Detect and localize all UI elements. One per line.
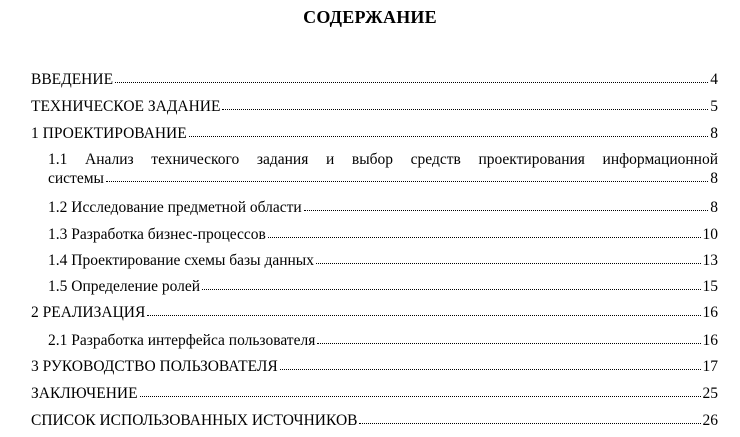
toc-entry-label: 3 РУКОВОДСТВО ПОЛЬЗОВАТЕЛЯ [31, 358, 278, 375]
dot-leader [115, 70, 708, 84]
toc-entry-label: 1 ПРОЕКТИРОВАНИЕ [31, 125, 187, 142]
dot-leader [316, 251, 701, 265]
toc-entry-label: ЗАКЛЮЧЕНИЕ [31, 385, 138, 402]
toc-page-number: 16 [702, 304, 718, 321]
toc-entry-label: 1.4 Проектирование схемы базы данных [48, 252, 314, 269]
toc-entry-label: 1.3 Разработка бизнес-процессов [48, 226, 266, 243]
toc-entry-label: 1.5 Определение ролей [48, 278, 201, 295]
toc-page-number: 8 [710, 125, 718, 142]
toc-entry-label-line2: системы [48, 170, 104, 187]
toc-page-number: 17 [702, 358, 718, 375]
dot-leader [359, 411, 700, 425]
dot-leader [202, 277, 700, 291]
dot-leader [140, 384, 701, 398]
toc-entry-label: 2.1 Разработка интерфейса пользователя [48, 332, 316, 349]
toc-entry-section-1-4[interactable] [48, 251, 718, 270]
toc-entry-conclusion[interactable] [31, 384, 718, 403]
toc-page-number: 16 [702, 332, 718, 349]
toc-entry-label: ВВЕДЕНИЕ [31, 71, 114, 88]
page-title: СОДЕРЖАНИЕ [303, 7, 437, 27]
toc-entry-label: 2 РЕАЛИЗАЦИЯ [31, 304, 146, 321]
toc-entry-chapter-3[interactable] [31, 357, 718, 376]
toc-entry-label: СПИСОК ИСПОЛЬЗОВАННЫХ ИСТОЧНИКОВ [31, 412, 358, 429]
dot-leader [280, 357, 701, 371]
toc-page-number: 8 [710, 170, 718, 187]
dot-leader [222, 97, 708, 111]
toc-page-number: 13 [702, 252, 718, 269]
dot-leader [147, 303, 700, 317]
dot-leader [189, 124, 709, 138]
toc-page-number: 26 [702, 412, 718, 429]
toc-entry-section-1-5[interactable] [48, 277, 718, 296]
toc-entry-introduction[interactable] [31, 70, 718, 89]
dot-leader [106, 169, 708, 183]
toc-entry-label: 1.2 Исследование предметной области [48, 199, 302, 216]
toc-entry-section-1-2[interactable] [48, 198, 718, 217]
toc-page-number: 15 [702, 278, 718, 295]
toc-entry-references[interactable] [31, 411, 718, 430]
dot-leader [304, 198, 709, 212]
toc-page-number: 8 [710, 199, 718, 216]
toc-page-number: 25 [702, 385, 718, 402]
toc-entry-chapter-2[interactable] [31, 303, 718, 322]
toc-entry-technical-assignment[interactable] [31, 97, 718, 116]
dot-leader [317, 331, 700, 345]
dot-leader [268, 225, 701, 239]
toc-entry-section-1-3[interactable] [48, 225, 718, 244]
toc-entry-chapter-1[interactable] [31, 124, 718, 143]
toc-page-number: 5 [710, 98, 718, 115]
toc-entry-label-line1: 1.1 Анализ технического задания и выбор средств проектирования информационной [48, 151, 718, 168]
toc-page-number: 10 [702, 226, 718, 243]
toc-entry-section-1-1[interactable] [48, 151, 718, 188]
toc-page-number: 4 [710, 71, 718, 88]
toc-entry-section-2-1[interactable] [48, 331, 718, 350]
toc-entry-label: ТЕХНИЧЕСКОЕ ЗАДАНИЕ [31, 98, 221, 115]
